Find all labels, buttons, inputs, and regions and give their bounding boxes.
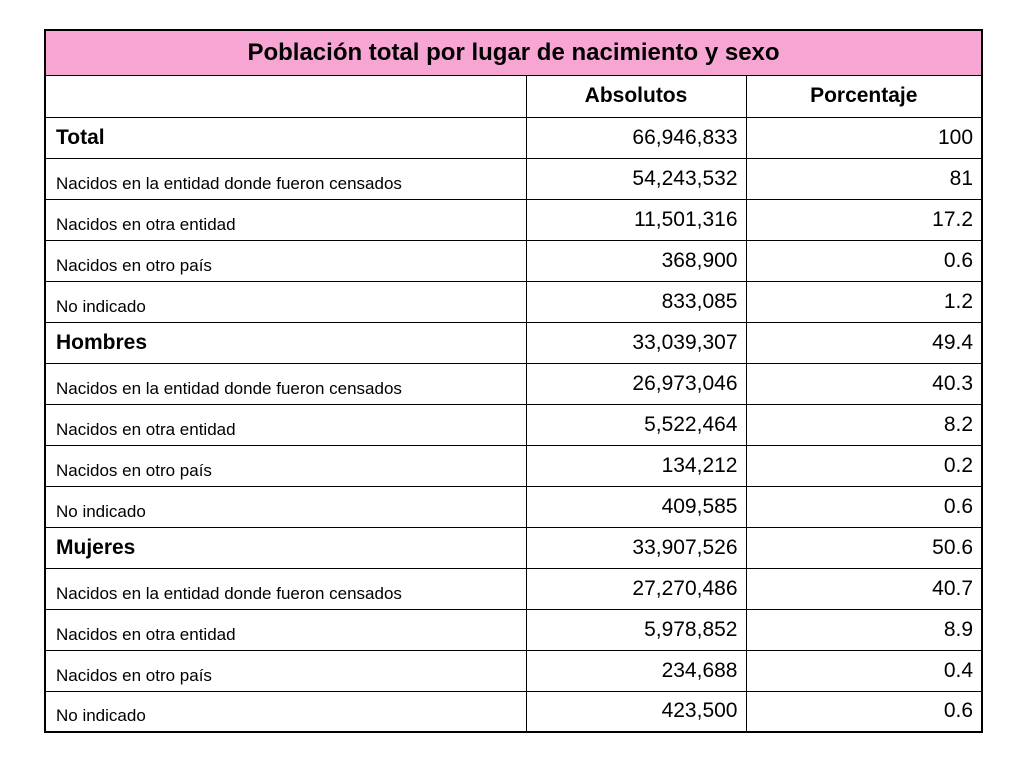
header-row [45, 75, 982, 117]
title-row [45, 30, 982, 75]
absolutos-value: 423,500 [526, 691, 746, 732]
table-row [45, 404, 982, 445]
table-row [45, 568, 982, 609]
row-label: Nacidos en la entidad donde fueron censados [45, 158, 526, 199]
row-label: No indicado [45, 281, 526, 322]
porcentaje-value: 81 [746, 158, 982, 199]
table-row [45, 281, 982, 322]
absolutos-value: 11,501,316 [526, 199, 746, 240]
row-label: Hombres [45, 322, 526, 363]
row-label: Nacidos en otra entidad [45, 609, 526, 650]
absolutos-value: 26,973,046 [526, 363, 746, 404]
table-row [45, 650, 982, 691]
porcentaje-value: 1.2 [746, 281, 982, 322]
absolutos-value: 368,900 [526, 240, 746, 281]
porcentaje-value: 0.4 [746, 650, 982, 691]
absolutos-value: 27,270,486 [526, 568, 746, 609]
absolutos-value: 54,243,532 [526, 158, 746, 199]
row-label: Nacidos en otro país [45, 650, 526, 691]
table-row [45, 486, 982, 527]
table-row [45, 240, 982, 281]
row-label: Total [45, 117, 526, 158]
porcentaje-value: 50.6 [746, 527, 982, 568]
porcentaje-value: 40.3 [746, 363, 982, 404]
row-label: No indicado [45, 691, 526, 732]
porcentaje-value: 0.2 [746, 445, 982, 486]
porcentaje-value: 100 [746, 117, 982, 158]
table-body [45, 117, 982, 732]
population-table [44, 29, 983, 733]
porcentaje-value: 40.7 [746, 568, 982, 609]
row-label: Mujeres [45, 527, 526, 568]
row-label: No indicado [45, 486, 526, 527]
absolutos-value: 66,946,833 [526, 117, 746, 158]
table-row [45, 322, 982, 363]
table-row [45, 445, 982, 486]
row-label: Nacidos en la entidad donde fueron censados [45, 363, 526, 404]
absolutos-value: 33,039,307 [526, 322, 746, 363]
header-empty-cell [45, 75, 526, 117]
row-label: Nacidos en otro país [45, 240, 526, 281]
header-absolutos: Absolutos [526, 75, 746, 117]
table-row [45, 117, 982, 158]
absolutos-value: 234,688 [526, 650, 746, 691]
absolutos-value: 134,212 [526, 445, 746, 486]
porcentaje-value: 8.2 [746, 404, 982, 445]
header-porcentaje: Porcentaje [746, 75, 982, 117]
porcentaje-value: 0.6 [746, 486, 982, 527]
table-row [45, 199, 982, 240]
absolutos-value: 5,978,852 [526, 609, 746, 650]
porcentaje-value: 17.2 [746, 199, 982, 240]
porcentaje-value: 8.9 [746, 609, 982, 650]
row-label: Nacidos en otra entidad [45, 199, 526, 240]
row-label: Nacidos en la entidad donde fueron censados [45, 568, 526, 609]
row-label: Nacidos en otro país [45, 445, 526, 486]
table-row [45, 609, 982, 650]
table-row [45, 527, 982, 568]
porcentaje-value: 0.6 [746, 691, 982, 732]
absolutos-value: 5,522,464 [526, 404, 746, 445]
porcentaje-value: 0.6 [746, 240, 982, 281]
absolutos-value: 33,907,526 [526, 527, 746, 568]
table-row [45, 691, 982, 732]
porcentaje-value: 49.4 [746, 322, 982, 363]
absolutos-value: 833,085 [526, 281, 746, 322]
table-row [45, 158, 982, 199]
table-title: Población total por lugar de nacimiento y sexo [45, 30, 982, 75]
row-label: Nacidos en otra entidad [45, 404, 526, 445]
absolutos-value: 409,585 [526, 486, 746, 527]
table-row [45, 363, 982, 404]
